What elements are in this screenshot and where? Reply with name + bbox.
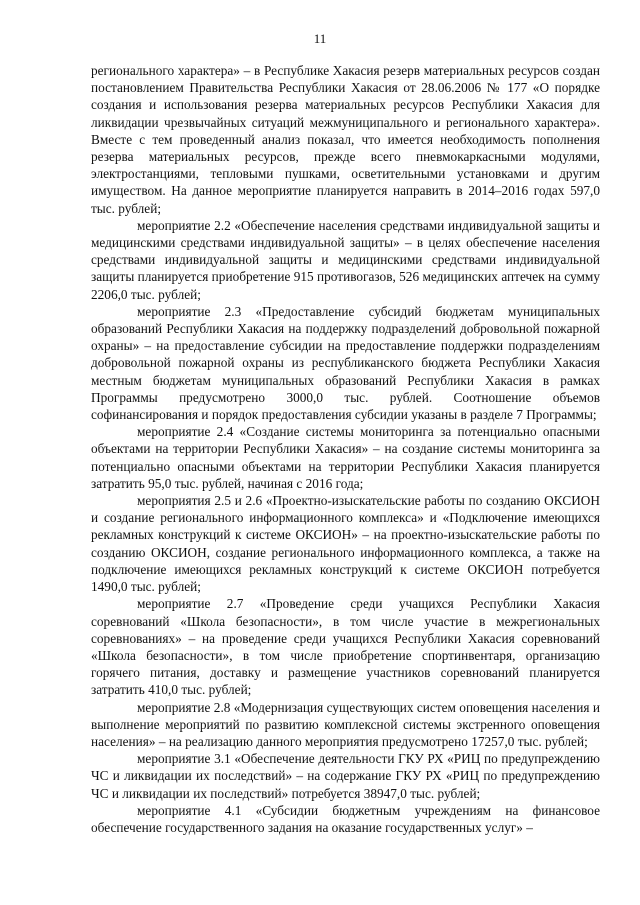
paragraph-reserve-continuation: регионального характера» – в Республике Хакасия резерв материальных ресурсов создан постановлением Правительства Республики Хакасия от 28.06.2006 № 177 «О порядке создания и использования резерва материальных ресурсов Республики Хакасия для ликвидации чрезвычайных ситуаций межмуниципального и регионального характера». Вместе с тем проведенный анализ показал, что имеется необходимость пополнения резерва материальных ресурсов, прежде всего пневмокаркасными модулями, электростанциями, тепловыми пушками, осветительными установками и другим имуществом. На данное мероприятие планируется направить в 2014–2016 годах 597,0 тыс. рублей; [91,63,600,216]
paragraph-measure-2-2: мероприятие 2.2 «Обеспечение населения средствами индивидуальной защиты и медицинскими средствами индивидуальной защиты» – в целях обеспечение населения средствами индивидуальной защиты и медицинскими средствами индивидуальной защиты планируется приобретение 915 противогазов, 526 медицинских аптечек на сумму 2206,0 тыс. рублей; [91,217,600,302]
paragraph-measure-2-3: мероприятие 2.3 «Предоставление субсидий бюджетам муниципальных образований Республики Хакасия на поддержку подразделений добровольной пожарной охраны» – на предоставление субсидии на предоставление поддержки подразделениям добровольной пожарной охраны из республиканского бюджета Республики Хакасия местным бюджетам муниципальных образований Республики Хакасия в рамках Программы предусмотрено 3000,0 тыс. рублей. Соотношение объемов софинансирования и порядок предоставления субсидии указаны в разделе 7 Программы; [91,303,600,423]
page-number: 11 [313,31,327,46]
paragraph-measure-4-1: мероприятие 4.1 «Субсидии бюджетным учреждениям на финансовое обеспечение государственного задания на оказание государственных услуг» – [91,802,600,835]
paragraph-measures-2-5-2-6: мероприятия 2.5 и 2.6 «Проектно-изыскательские работы по созданию ОКСИОН и создание регионального информационного комплекса» и «Подключение имеющихся рекламных конструкций к системе ОКСИОН» – на проектно-изыскательские работы по созданию ОКСИОН, создание регионального информационного комплекса, а также на подключение имеющихся рекламных конструкций к системе ОКСИОН потребуется 1490,0 тыс. рублей; [91,493,600,595]
paragraph-measure-3-1: мероприятие 3.1 «Обеспечение деятельности ГКУ РХ «РИЦ по предупреждению ЧС и ликвидации их последствий» – на содержание ГКУ РХ «РИЦ по предупреждению ЧС и ликвидации их последствий» потребуется 38947,0 тыс. рублей; [91,751,600,801]
paragraph-measure-2-8: мероприятие 2.8 «Модернизация существующих систем оповещения населения и выполнение мероприятий по развитию комплексной системы экстренного оповещения населения» – на реализацию данного мероприятия предусмотрено 17257,0 тыс. рублей; [91,699,600,749]
document-body [91,62,600,836]
paragraph-measure-2-7: мероприятие 2.7 «Проведение среди учащихся Республики Хакасия соревнований «Школа безопасности», в том числе участие в межрегиональных соревнованиях» – на проведение среди учащихся Республики Хакасия соревнований «Школа безопасности», в том числе приобретение спортинвентаря, организацию горячего питания, доставку и размещение участников соревнований планируется затратить 410,0 тыс. рублей; [91,596,600,698]
paragraph-measure-2-4: мероприятие 2.4 «Создание системы мониторинга за потенциально опасными объектами на территории Республики Хакасия» – на создание системы мониторинга за потенциально опасными объектами на территории Республики Хакасия планируется затратить 95,0 тыс. рублей, начиная с 2016 года; [91,424,600,491]
